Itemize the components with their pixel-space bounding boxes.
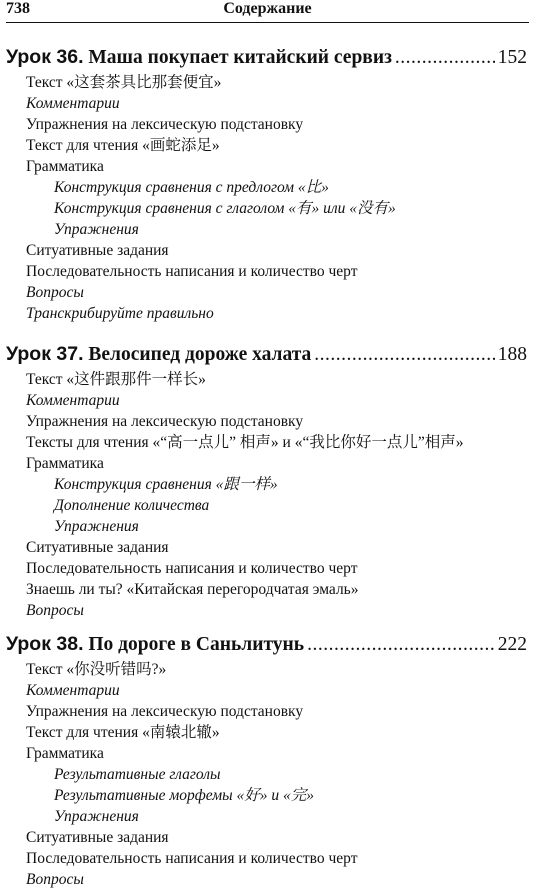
toc-subitem[interactable]: Конструкция сравнения «跟一样» — [54, 476, 278, 493]
toc-subitem[interactable]: Результативные глаголы — [54, 766, 221, 783]
toc-item[interactable]: Упражнения на лексическую подстановку — [26, 413, 304, 430]
lesson-heading[interactable] — [6, 341, 527, 367]
toc-item[interactable]: Комментарии — [26, 682, 120, 699]
lesson-title — [6, 631, 304, 658]
lesson-36 — [6, 44, 527, 324]
toc-item[interactable]: Грамматика — [26, 158, 104, 175]
toc-item[interactable]: Вопросы — [26, 602, 84, 619]
toc-item[interactable]: Тексты для чтения «“高一点儿” 相声» и «“我比你好一点儿”相声» — [26, 434, 464, 451]
toc-item[interactable]: Ситуативные задания — [26, 539, 169, 556]
toc-item[interactable]: Комментарии — [26, 392, 120, 409]
toc-item[interactable]: Вопросы — [26, 871, 84, 888]
lesson-title-text: Велосипед дороже халата — [88, 344, 312, 365]
toc-subitem[interactable]: Конструкция сравнения с глаголом «有» или «没有» — [54, 200, 396, 217]
lesson-page-number: 152 — [497, 47, 527, 68]
toc-item[interactable]: Текст для чтения «画蛇添足» — [26, 137, 220, 154]
lesson-38 — [6, 631, 527, 890]
lesson-contents — [6, 72, 527, 324]
toc-item[interactable]: Упражнения на лексическую подстановку — [26, 116, 304, 133]
toc-item[interactable]: Грамматика — [26, 455, 104, 472]
toc-item[interactable]: Последовательность написания и количество черт — [26, 560, 358, 577]
toc-item[interactable]: Последовательность написания и количество черт — [26, 263, 358, 280]
toc-item[interactable]: Грамматика — [26, 745, 104, 762]
page-number: 738 — [6, 0, 30, 17]
toc-item[interactable]: Знаешь ли ты? «Китайская перегородчатая эмаль» — [26, 581, 359, 598]
leader-dots — [307, 632, 495, 658]
leader-dots — [314, 342, 494, 368]
toc-item[interactable]: Ситуативные задания — [26, 829, 169, 846]
toc-item[interactable]: Транскрибируйте правильно — [26, 305, 214, 322]
toc-item[interactable]: Ситуативные задания — [26, 242, 169, 259]
lesson-title-text: Маша покупает китайский сервиз — [88, 47, 392, 68]
leader-dots — [395, 45, 495, 71]
toc-item[interactable]: Комментарии — [26, 95, 120, 112]
toc-subitem[interactable]: Результативные морфемы «好» и «完» — [54, 787, 314, 804]
toc-subitem[interactable]: Упражнения — [54, 518, 139, 535]
toc-item[interactable]: Текст «这件跟那件一样长» — [26, 371, 206, 388]
toc-item[interactable]: Последовательность написания и количество черт — [26, 850, 358, 867]
lesson-label: Урок 36. — [6, 46, 84, 68]
page-header — [6, 0, 529, 23]
lesson-heading[interactable] — [6, 44, 527, 70]
lesson-37 — [6, 341, 527, 621]
toc-subitem[interactable]: Конструкция сравнения с предлогом «比» — [54, 179, 329, 196]
lesson-title-text: По дороге в Саньлитунь — [88, 634, 305, 655]
page-title: Содержание — [223, 0, 312, 17]
lesson-label: Урок 38. — [6, 633, 84, 655]
toc-subitem[interactable]: Упражнения — [54, 808, 139, 825]
toc-subitem[interactable]: Дополнение количества — [54, 497, 210, 514]
toc-item[interactable]: Текст «你没听错吗?» — [26, 661, 167, 678]
lesson-title — [6, 341, 311, 368]
lesson-label: Урок 37. — [6, 343, 84, 365]
toc-item[interactable]: Текст для чтения «南辕北辙» — [26, 724, 220, 741]
lesson-contents — [6, 659, 527, 890]
toc-subitem[interactable]: Упражнения — [54, 221, 139, 238]
lesson-contents — [6, 369, 527, 621]
lesson-title — [6, 44, 392, 71]
toc-item[interactable]: Текст «这套茶具比那套便宜» — [26, 74, 222, 91]
toc-item[interactable]: Упражнения на лексическую подстановку — [26, 703, 304, 720]
lesson-heading[interactable] — [6, 631, 527, 657]
lesson-page-number: 222 — [497, 634, 527, 655]
lesson-page-number: 188 — [497, 344, 527, 365]
toc-item[interactable]: Вопросы — [26, 284, 84, 301]
